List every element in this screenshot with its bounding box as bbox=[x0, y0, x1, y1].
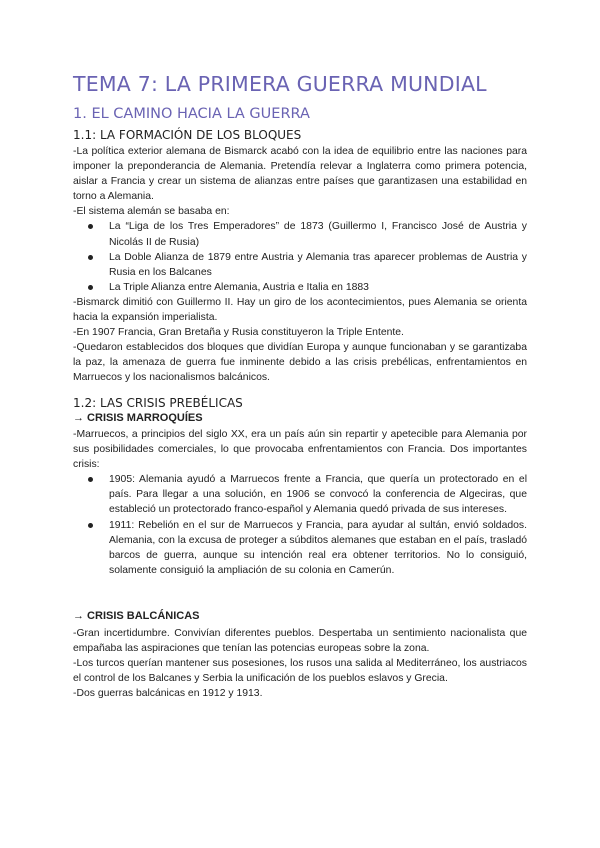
bullet-list bbox=[73, 219, 527, 294]
section-heading: 1. EL CAMINO HACIA LA GUERRA bbox=[73, 106, 310, 122]
bullet-list bbox=[73, 472, 527, 578]
list-item: 1905: Alemania ayudó a Marruecos frente a Francia, que quería un protectorado en el país. Para llegar a una solución, en 1906 se convocó la conferencia de Algeciras, que estableció un protectorado franco-español y Alemania quedó privada de sus intereses. bbox=[73, 472, 527, 517]
list-item: 1911: Rebelión en el sur de Marruecos y Francia, para ayudar al sultán, envió soldados. Alemania, con la excusa de proteger a súbditos alemanes que estaban en el país, trasladó barcos de guerra, aunque su intención real era obtener territorios. No lo consiguió, solamente consiguió la ampliación de su colonia en Camerún. bbox=[73, 518, 527, 578]
crisis-balcanicas-heading: → CRISIS BALCÁNICAS bbox=[73, 610, 200, 622]
subsection-body-1-1 bbox=[73, 144, 527, 386]
crisis-marroquies-heading: → CRISIS MARROQUÍES bbox=[73, 412, 203, 424]
list-item: La Triple Alianza entre Alemania, Austria e Italia en 1883 bbox=[73, 280, 527, 295]
bullet-icon bbox=[88, 477, 93, 482]
crisis-marroquies-body bbox=[73, 427, 527, 578]
paragraph: -Marruecos, a principios del siglo XX, era un país aún sin repartir y apetecible para Alemania por sus posibilidades comerciales, lo que provocaba enfrentamientos con Francia. Dos importantes crisis: bbox=[73, 429, 527, 471]
list-item: La “Liga de los Tres Emperadores” de 1873 (Guillermo I, Francisco José de Austria y Nicolás II de Rusia) bbox=[73, 219, 527, 249]
paragraph: -El sistema alemán se basaba en: bbox=[73, 206, 230, 218]
subsection-heading-1-1: 1.1: LA FORMACIÓN DE LOS BLOQUES bbox=[73, 128, 302, 142]
crisis-balcanicas-body bbox=[73, 626, 527, 701]
list-item: La Doble Alianza de 1879 entre Austria y Alemania tras aparecer problemas de Austria y Rusia en los Balcanes bbox=[73, 250, 527, 280]
paragraph: -En 1907 Francia, Gran Bretaña y Rusia constituyeron la Triple Entente. bbox=[73, 327, 404, 339]
paragraph: -Gran incertidumbre. Convivían diferentes pueblos. Despertaba un sentimiento nacionalista que empañaba las aspiraciones que tenían las potencias europeas sobre la zona. bbox=[73, 628, 527, 655]
paragraph: -Dos guerras balcánicas en 1912 y 1913. bbox=[73, 688, 263, 700]
paragraph: -La política exterior alemana de Bismarck acabó con la idea de equilibrio entre las naciones para imponer la preponderancia de Alemania. Pretendía relevar a Inglaterra como primera potencia, aislar a Francia y crear un sistema de alianzas entre países que garantizasen una estabilidad en torno a Alemania. bbox=[73, 146, 527, 203]
bullet-icon bbox=[88, 255, 93, 260]
paragraph: -Bismarck dimitió con Guillermo II. Hay un giro de los acontecimientos, pues Alemania se orienta hacia la expansión imperialista. bbox=[73, 296, 527, 324]
paragraph: -Los turcos querían mantener sus posesiones, los rusos una salida al Mediterráneo, los austriacos el control de los Balcanes y Serbia la unificación de los pueblos eslavos y Grecia. bbox=[73, 658, 527, 685]
subsection-heading-1-2: 1.2: LAS CRISIS PREBÉLICAS bbox=[73, 396, 243, 410]
paragraph: -Quedaron establecidos dos bloques que dividían Europa y aunque funcionaban y se garantizaba la paz, la amenaza de guerra fue inminente debido a las crisis prebélicas, enfrentamientos en Marruecos y los nacionalismos balcánicos. bbox=[73, 342, 527, 384]
bullet-icon bbox=[88, 523, 93, 528]
document-title: TEMA 7: LA PRIMERA GUERRA MUNDIAL bbox=[73, 72, 487, 96]
bullet-icon bbox=[88, 224, 93, 229]
bullet-icon bbox=[88, 285, 93, 290]
